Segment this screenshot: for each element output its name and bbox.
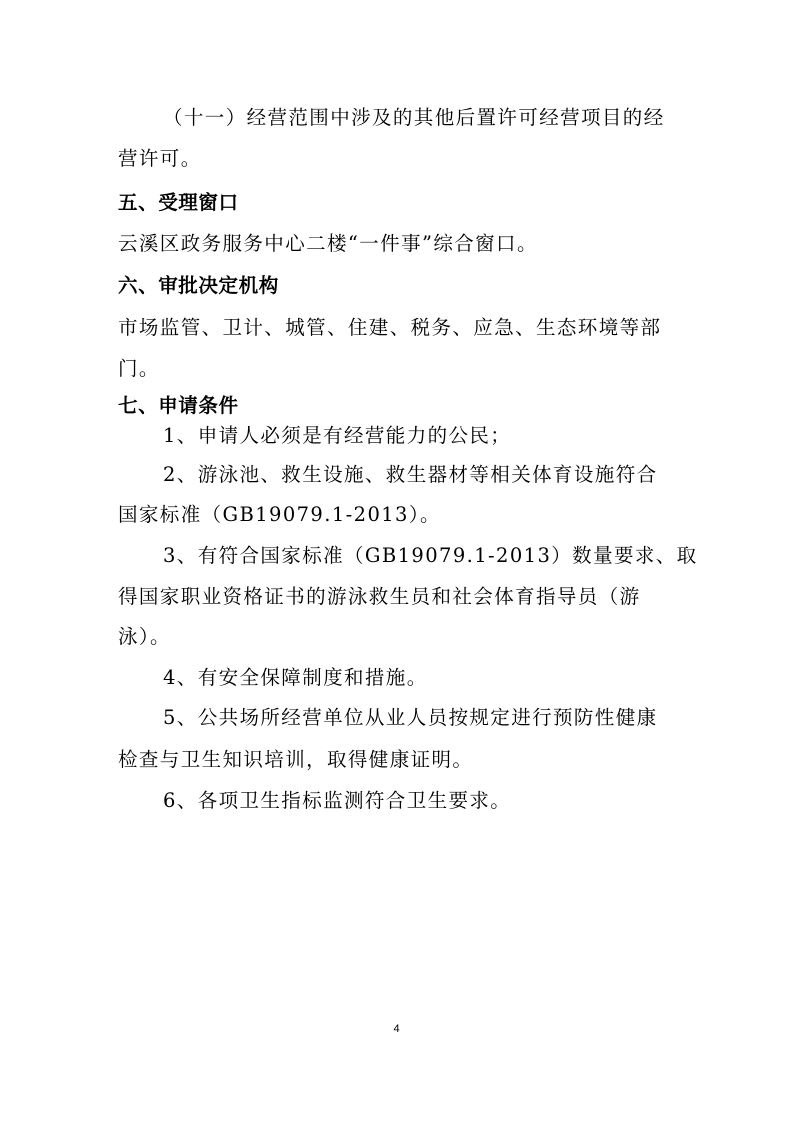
- paragraph-line: 国家标准（GB19079.1-2013）。: [118, 503, 441, 526]
- paragraph-line: 检查与卫生知识培训，取得健康证明。: [118, 748, 474, 771]
- page-number: 4: [393, 1023, 400, 1035]
- paragraph-line: 门。: [118, 357, 160, 380]
- list-item: 3、有符合国家标准（GB19079.1-2013）数量要求、取: [163, 544, 698, 567]
- section-heading-5: 五、受理窗口: [118, 191, 239, 214]
- paragraph-line: 云溪区政务服务中心二楼“一件事”综合窗口。: [118, 232, 538, 255]
- list-item: 2、游泳池、救生设施、救生器材等相关体育设施符合: [163, 463, 658, 486]
- paragraph-line: 营许可。: [118, 147, 202, 170]
- section-heading-7: 七、申请条件: [118, 394, 239, 417]
- list-item: 5、公共场所经营单位从业人员按规定进行预防性健康: [163, 706, 658, 729]
- section-heading-6: 六、审批决定机构: [118, 274, 279, 297]
- list-item: 4、有安全保障制度和措施。: [163, 666, 428, 689]
- list-item: 1、申请人必须是有经营能力的公民；: [163, 424, 512, 447]
- paragraph-line: （十一）经营范围中涉及的其他后置许可经营项目的经: [163, 106, 665, 129]
- paragraph-line: 市场监管、卫计、城管、住建、税务、应急、生态环境等部: [118, 316, 662, 339]
- paragraph-line: 泳）。: [118, 625, 171, 648]
- paragraph-line: 得国家职业资格证书的游泳救生员和社会体育指导员（游: [118, 585, 641, 608]
- list-item: 6、各项卫生指标监测符合卫生要求。: [163, 789, 512, 812]
